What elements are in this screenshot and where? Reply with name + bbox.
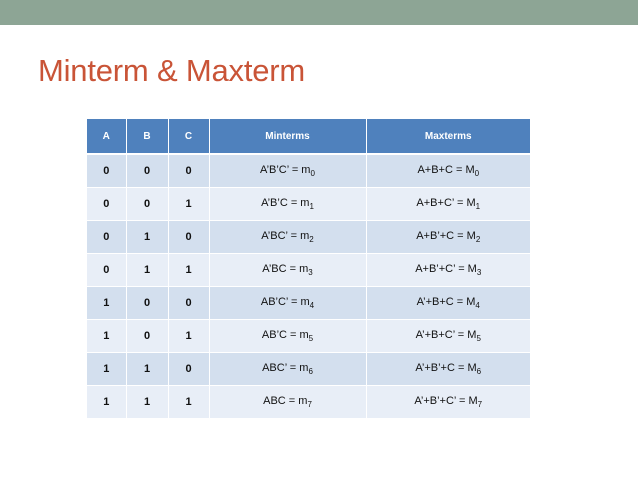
table-row <box>87 254 530 287</box>
slide-title: Minterm & Maxterm <box>38 53 306 88</box>
cell-minterm <box>209 287 366 320</box>
maxterm-text: A’+B’+C’ = M <box>414 395 478 407</box>
table-row <box>87 221 530 254</box>
minterm-index: 5 <box>308 334 314 343</box>
minterm-text: ABC’ = m <box>262 362 309 374</box>
cell-b: 1 <box>126 254 168 287</box>
cell-a: 1 <box>87 287 126 320</box>
cell-b: 0 <box>126 320 168 353</box>
cell-maxterm <box>366 188 530 221</box>
cell-b: 0 <box>126 188 168 221</box>
cell-a: 1 <box>87 353 126 386</box>
maxterm-index: 4 <box>475 301 480 310</box>
cell-maxterm <box>366 221 530 254</box>
maxterm-index: 6 <box>476 367 482 376</box>
table-row <box>87 188 530 221</box>
top-accent-band <box>0 0 638 25</box>
header-c: C <box>168 119 209 154</box>
cell-a: 0 <box>87 188 126 221</box>
minterm-index: 4 <box>309 301 315 310</box>
cell-minterm <box>209 386 366 419</box>
cell-c: 1 <box>168 386 209 419</box>
minterm-text: AB’C’ = m <box>260 296 310 308</box>
maxterm-index: 5 <box>476 334 481 343</box>
minterm-text: AB’C = m <box>261 329 309 341</box>
maxterm-text: A’+B+C = M <box>416 296 476 308</box>
cell-c: 1 <box>168 254 209 287</box>
cell-b: 1 <box>126 386 168 419</box>
minterm-text: A’B’C = m <box>261 197 310 209</box>
table-row <box>87 287 530 320</box>
cell-minterm <box>209 320 366 353</box>
cell-b: 0 <box>126 287 168 320</box>
minterm-index: 7 <box>307 400 312 409</box>
minterm-index: 1 <box>309 202 314 211</box>
maxterm-text: A+B’+C’ = M <box>415 263 477 275</box>
cell-a: 1 <box>87 386 126 419</box>
cell-c: 0 <box>168 287 209 320</box>
minterm-index: 3 <box>308 268 313 277</box>
cell-a: 0 <box>87 154 126 188</box>
table-header-row <box>87 119 530 154</box>
maxterm-index: 2 <box>475 235 481 244</box>
cell-minterm <box>209 221 366 254</box>
cell-maxterm <box>366 254 530 287</box>
maxterm-text: A+B’+C = M <box>416 230 476 242</box>
cell-minterm <box>209 353 366 386</box>
cell-c: 0 <box>168 154 209 188</box>
cell-c: 0 <box>168 221 209 254</box>
cell-maxterm <box>366 386 530 419</box>
minterm-text: A’B’C’ = m <box>260 164 311 176</box>
table-row <box>87 320 530 353</box>
header-maxterms: Maxterms <box>366 119 530 154</box>
cell-minterm <box>209 154 366 188</box>
minterm-maxterm-table <box>87 119 530 419</box>
cell-maxterm <box>366 353 530 386</box>
table-row <box>87 386 530 419</box>
cell-b: 0 <box>126 154 168 188</box>
truth-table-container <box>87 119 530 419</box>
minterm-text: ABC = m <box>263 395 308 407</box>
minterm-index: 2 <box>309 235 314 244</box>
cell-c: 1 <box>168 320 209 353</box>
table-row <box>87 353 530 386</box>
header-a: A <box>87 119 126 154</box>
minterm-index: 6 <box>308 367 313 376</box>
maxterm-text: A+B+C’ = M <box>416 197 476 209</box>
cell-maxterm <box>366 154 530 188</box>
maxterm-text: A+B+C = M <box>417 164 475 176</box>
cell-c: 1 <box>168 188 209 221</box>
cell-minterm <box>209 188 366 221</box>
cell-maxterm <box>366 287 530 320</box>
maxterm-text: A’+B’+C = M <box>415 362 477 374</box>
cell-b: 1 <box>126 221 168 254</box>
maxterm-index: 7 <box>477 400 483 409</box>
maxterm-index: 1 <box>475 202 481 211</box>
cell-c: 0 <box>168 353 209 386</box>
cell-a: 0 <box>87 221 126 254</box>
maxterm-text: A’+B+C’ = M <box>415 329 477 341</box>
header-b: B <box>126 119 168 154</box>
maxterm-index: 0 <box>474 169 480 178</box>
cell-maxterm <box>366 320 530 353</box>
header-minterms: Minterms <box>209 119 366 154</box>
minterm-text: A’BC’ = m <box>261 230 310 242</box>
minterm-index: 0 <box>310 169 315 178</box>
cell-minterm <box>209 254 366 287</box>
cell-a: 1 <box>87 320 126 353</box>
maxterm-index: 3 <box>476 268 482 277</box>
cell-a: 0 <box>87 254 126 287</box>
table-row <box>87 154 530 188</box>
cell-b: 1 <box>126 353 168 386</box>
minterm-text: A’BC = m <box>262 263 309 275</box>
